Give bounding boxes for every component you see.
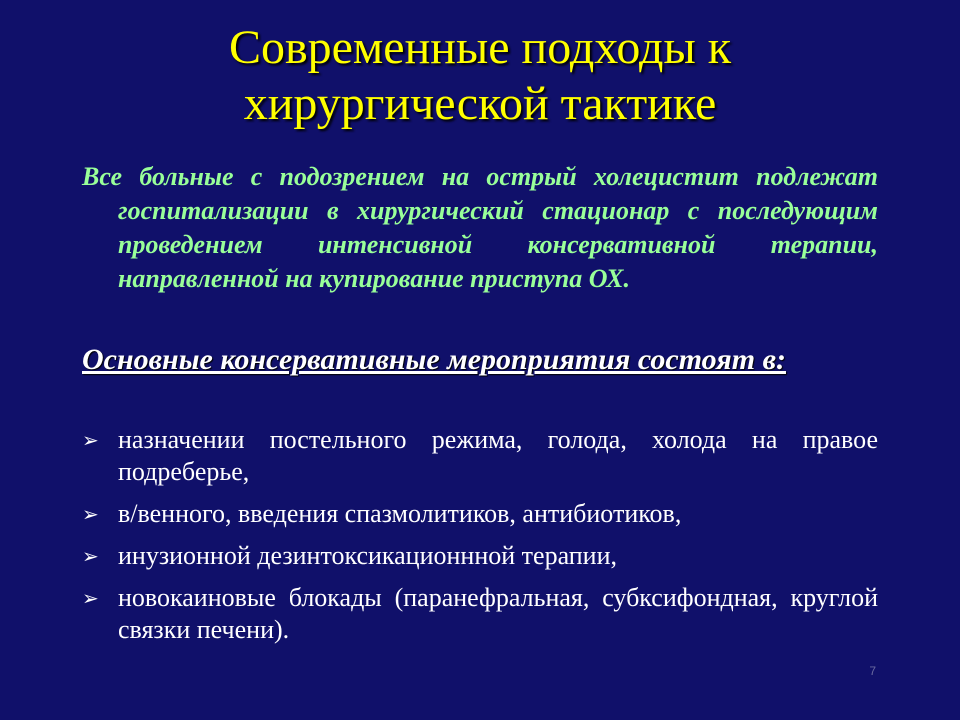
list-item — [82, 424, 878, 488]
list-item — [82, 498, 878, 530]
intro-paragraph: Все больные с подозрением на острый холецистит подлежат госпитализации в хирургический стационар с последующим проведением интенсивной консервативной терапии, направленной на купирование приступа ОХ. — [82, 162, 878, 293]
slide-title — [80, 20, 880, 132]
list-item-text: в/венного, введения спазмолитиков, антибиотиков, — [118, 499, 682, 528]
arrow-bullet-icon: ➢ — [82, 502, 99, 526]
list-item — [82, 582, 878, 646]
list-item-text: назначении постельного режима, голода, холода на правое подреберье, — [118, 425, 878, 486]
arrow-bullet-icon: ➢ — [82, 586, 99, 610]
title-line-2: хирургической тактике — [243, 77, 717, 130]
list-item-text: инузионной дезинтоксикационнной терапии, — [118, 541, 618, 570]
measures-list — [82, 424, 878, 656]
page-number: 7 — [869, 664, 876, 678]
list-item — [82, 540, 878, 572]
list-item-text: новокаиновые блокады (паранефральная, субксифондная, круглой связки печени). — [118, 583, 878, 644]
arrow-bullet-icon: ➢ — [82, 428, 99, 452]
measures-heading: Основные консервативные мероприятия состоят в: — [82, 343, 786, 376]
arrow-bullet-icon: ➢ — [82, 544, 99, 568]
title-line-1: Современные подходы к — [228, 21, 732, 74]
